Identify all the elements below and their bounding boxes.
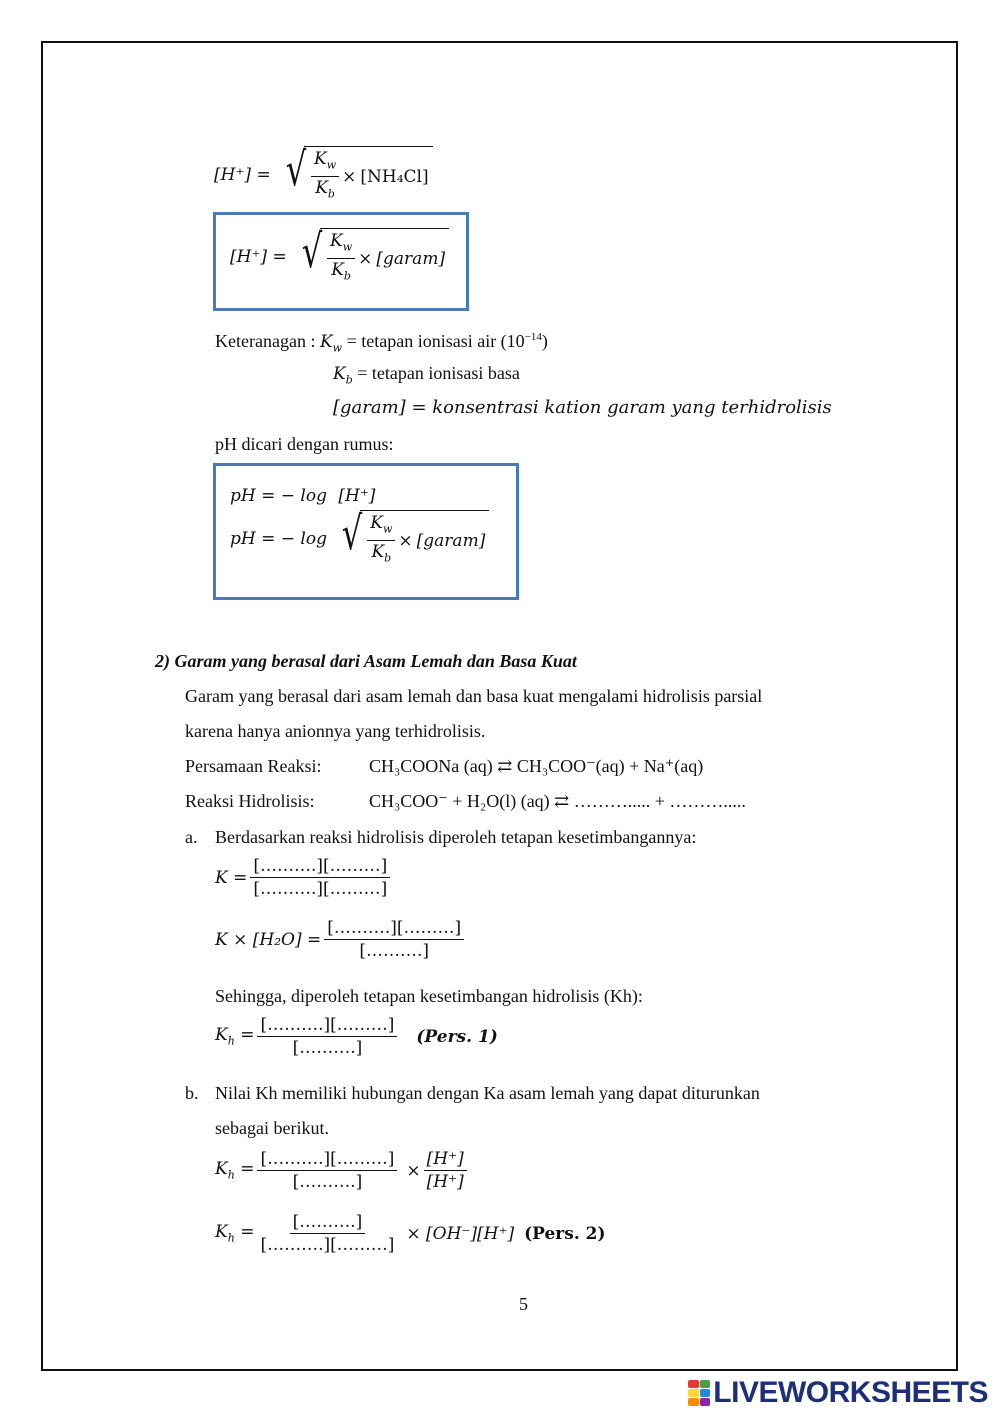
liveworksheets-logo [688,1375,988,1411]
nh4cl-term: [NH₄Cl] [360,166,429,187]
section-2-heading: 2) Garam yang berasal dari Asam Lemah dan Basa Kuat [155,651,577,671]
keterangan-kb: $K_b$ = tetapan ionisasi basa [333,363,520,387]
reaksi-hidrolisis-label: Reaksi Hidrolisis: [185,791,315,811]
liveworksheets-logo-text: LIVEWORKSHEETS [713,1376,988,1409]
section-2-para-2: karena hanya anionnya yang terhidrolisis. [185,721,486,741]
garam-term: [garam] [376,248,446,269]
part-b-marker: b. [185,1083,199,1103]
keterangan-kw: Keteranagan : $K_w$ = tetapan ionisasi air $(10^{-14})$ [215,331,548,355]
formula-ph-2: pH = − log √ $\frac{K_w}{K_b}$ × [garam] [230,510,489,569]
part-a-marker: a. [185,827,198,847]
part-a-text: Berdasarkan reaksi hidrolisis diperoleh tetapan kesetimbangannya: [215,827,697,847]
part-b-text-1: Nilai Kh memiliki hubungan dengan Ka asam lemah yang dapat diturunkan [215,1083,760,1103]
liveworksheets-logo-icon [688,1380,710,1406]
formula-h-plus-garam: [H⁺] = √ $\frac{K_w}{K_b}$ × [garam] [230,228,449,287]
oh-h-term: × [OH⁻][H⁺] [406,1223,515,1244]
formula-k: K = $\frac{[\dots\dots\dots.][\dots\dots\dots]}{[\dots\dots\dots.][\dots\dots\dots]}$ [215,856,393,899]
section-2-para-1: Garam yang berasal dari asam lemah dan basa kuat mengalami hidrolisis parsial [185,686,763,706]
persamaan-reaksi-label: Persamaan Reaksi: [185,756,322,776]
page-number: 5 [519,1294,528,1314]
formula-k-h2o: K × [H₂O] = $\frac{[\dots\dots\dots.][\dots\dots\dots]}{[\dots\dots\dots.]}$ [215,918,467,961]
formula-kh-pers2: $K_h$ = $\frac{[\dots\dots\dots.]}{[\dots\dots\dots.][\dots\dots\dots]}$ × [OH⁻][H⁺] (Pers. 2) [215,1212,606,1255]
formula-ph-1: pH = − log [H⁺] [230,486,376,506]
sehingga-text: Sehingga, diperoleh tetapan kesetimbangan hidrolisis (Kh): [215,986,643,1006]
times-sign: × [342,166,357,187]
formula-lhs: [H⁺] = [214,165,271,186]
part-b-text-2: sebagai berikut. [215,1118,329,1138]
reaksi-hidrolisis-equation: CH₃COO⁻ + H₂O(l) (aq) ⇄ ………..... + ………..... [369,791,746,811]
sqrt-symbol: √ $\frac{K_w}{K_b}$ × [NH₄Cl] [277,146,433,205]
persamaan-reaksi-equation: CH₃COONa (aq) ⇄ CH₃COO⁻(aq) + Na⁺(aq) [369,756,704,776]
keterangan-garam: [garam] = konsentrasi kation garam yang terhidrolisis [333,397,832,418]
ph-intro: pH dicari dengan rumus: [215,434,394,454]
formula-kh-hplus: $K_h$ = $\frac{[\dots\dots\dots.][\dots\dots\dots]}{[\dots\dots\dots.]}$ × $\frac{[H^+]}{[H^+]}$ [215,1149,470,1192]
formula-kh-pers1: $K_h$ = $\frac{[\dots\dots\dots.][\dots\dots\dots]}{[\dots\dots\dots.]}$ (Pers. 1) [215,1015,498,1058]
pers-1-label: (Pers. 1) [416,1026,498,1047]
pers-2-label: (Pers. 2) [524,1223,606,1244]
formula-h-plus-nh4cl [214,142,433,205]
